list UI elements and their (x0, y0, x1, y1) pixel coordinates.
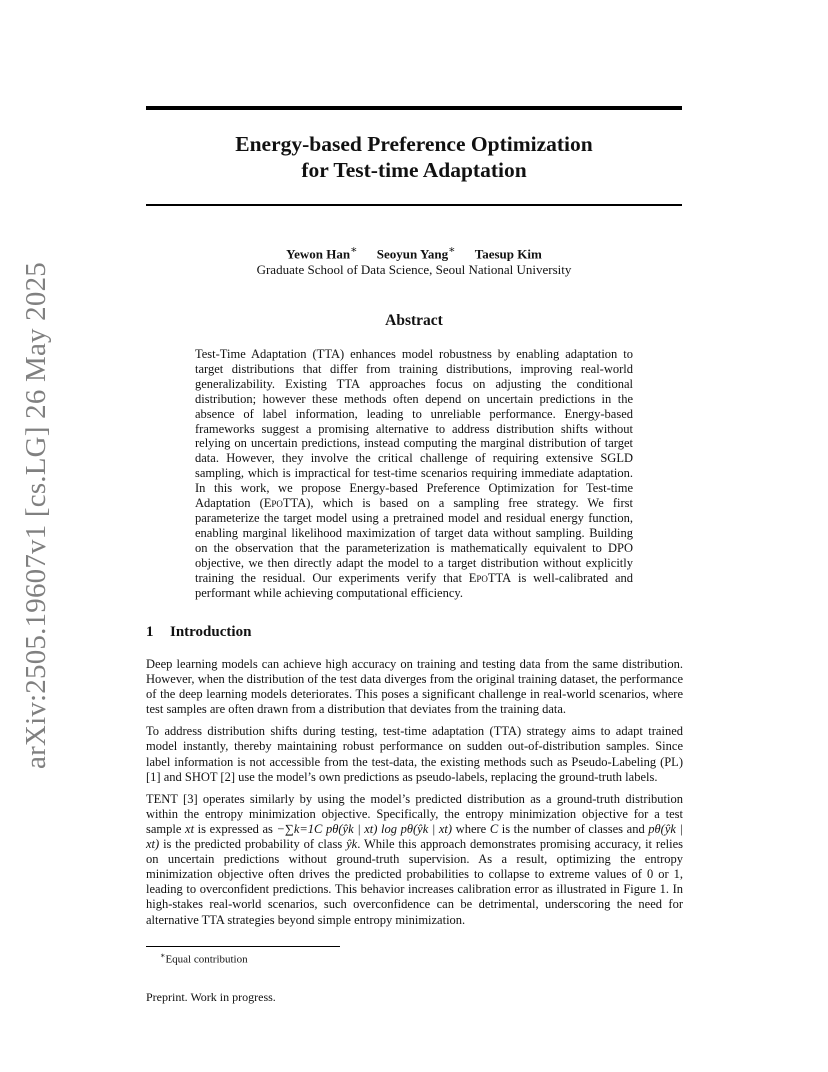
author-3: Taesup Kim (474, 246, 542, 262)
author-block (146, 242, 682, 278)
paper-title (146, 131, 682, 183)
intro-paragraph-2: To address distribution shifts during testing, test-time adaptation (TTA) strategy aims to adapt trained model instantly, thereby maintaining robust performance on sudden out-of-distribution samples. Since label information is not accessible from the test-data, the existing methods such as Pseudo-Labeling (PL) [1] and SHOT [2] use the model’s own predictions as pseudo-labels, replacing the ground-truth labels. (146, 724, 683, 784)
abstract-body (195, 347, 633, 600)
abstract-part-2: ), which is based on a sampling free strategy. We first parameterize the target model using a pretrained model and residual energy function, enabling marginal likelihood maximization of target data without sampling. Building on the observation that the parameterization is mathematically equivalent to DPO objective, we then directly adapt the model to a target distribution without explicitly training the residual. Our experiments verify that (195, 496, 633, 585)
entropy-formula: −∑k=1C pθ(ŷk | xt) log pθ(ŷk | xt) (276, 821, 453, 836)
author-1-mark: ∗ (350, 244, 358, 256)
author-1: Yewon Han (286, 246, 351, 262)
footnote-text: Equal contribution (165, 953, 248, 966)
arxiv-identifier (16, 261, 56, 769)
section-title: Introduction (170, 624, 252, 640)
section-number: 1 (146, 624, 154, 640)
author-names (146, 242, 682, 262)
title-bottom-rule (146, 204, 682, 206)
title-line-1: Energy-based Preference Optimization (235, 132, 593, 156)
p3-text-e: is the predicted probability of class (159, 837, 347, 852)
footnote (160, 951, 248, 966)
title-line-2: for Test-time Adaptation (301, 158, 527, 182)
math-probability: pθ(ŷk | xt) (146, 821, 683, 852)
p3-text-b: is expressed as (194, 821, 277, 836)
author-2-mark: ∗ (448, 244, 456, 256)
arxiv-identifier-text: arXiv:2505.19607v1 [cs.LG] 26 May 2025 (19, 261, 52, 769)
affiliation: Graduate School of Data Science, Seoul National University (256, 262, 572, 278)
method-name-2: EpoTTA (468, 570, 512, 585)
p3-text-c: where (452, 821, 490, 836)
author-2: Seoyun Yang (376, 246, 449, 262)
introduction-body (146, 657, 683, 935)
footnote-mark: ∗ (160, 951, 166, 960)
section-heading-introduction (146, 624, 251, 641)
abstract-heading: Abstract (385, 312, 443, 329)
abstract-part-1: Test-Time Adaptation (TTA) enhances model robustness by enabling adaptation to target distributions that differ from training distributions, improving real-world generalizability. Existing TTA approaches focus on adjusting the conditional distribution; however these methods often depend on uncertain predictions in the absence of label information, leading to unreliable performance. Energy-based frameworks suggest a promising alternative to address distribution shifts without relying on uncertain predictions, instead computing the marginal distribution of target data. However, they involve the critical challenge of requiring extensive SGLD sampling, which is impractical for test-time scenarios requiring immediate adaptation. In this work, we propose Energy-based Preference Optimization for Test-time Adaptation ( (195, 347, 633, 511)
method-name: EpoTTA (263, 496, 307, 511)
math-yk: ŷk (346, 837, 358, 852)
math-C: C (489, 821, 499, 836)
p3-text-d: is the number of classes and (498, 821, 649, 836)
intro-paragraph-1: Deep learning models can achieve high accuracy on training and testing data from the same distribution. However, when the distribution of the test data diverges from the original training dataset, the performance of the deep learning models deteriorates. This poses a significant challenge in real-world scenarios, where test samples are often drawn from a distribution that deviates from the training data. (146, 657, 683, 717)
p3-text-f: . While this approach demonstrates promising accuracy, it relies on uncertain predictions without ground-truth supervision. As a result, optimizing the entropy minimization objective often drives the predicted probabilities to collapse to extreme values of 0 or 1, leading to overconfident predictions. This behavior increases calibration error as illustrated in Figure 1. In high-stakes real-world scenarios, such overconfidence can be detrimental, underscoring the need for alternative TTA strategies beyond simple entropy minimization. (146, 837, 683, 927)
abstract-part-3: is well-calibrated and performant while achieving computational efficiency. (195, 570, 634, 600)
title-top-rule (146, 106, 682, 110)
intro-paragraph-3 (146, 792, 683, 928)
math-xt: xt (185, 821, 195, 836)
p3-text-a: TENT [3] operates similarly by using the model’s predicted distribution as a ground-truth distribution within the entropy minimization objective. Specifically, the entropy minimization objective for a test sample (146, 791, 683, 836)
preprint-note: Preprint. Work in progress. (146, 990, 276, 1004)
footnote-rule (146, 946, 340, 947)
